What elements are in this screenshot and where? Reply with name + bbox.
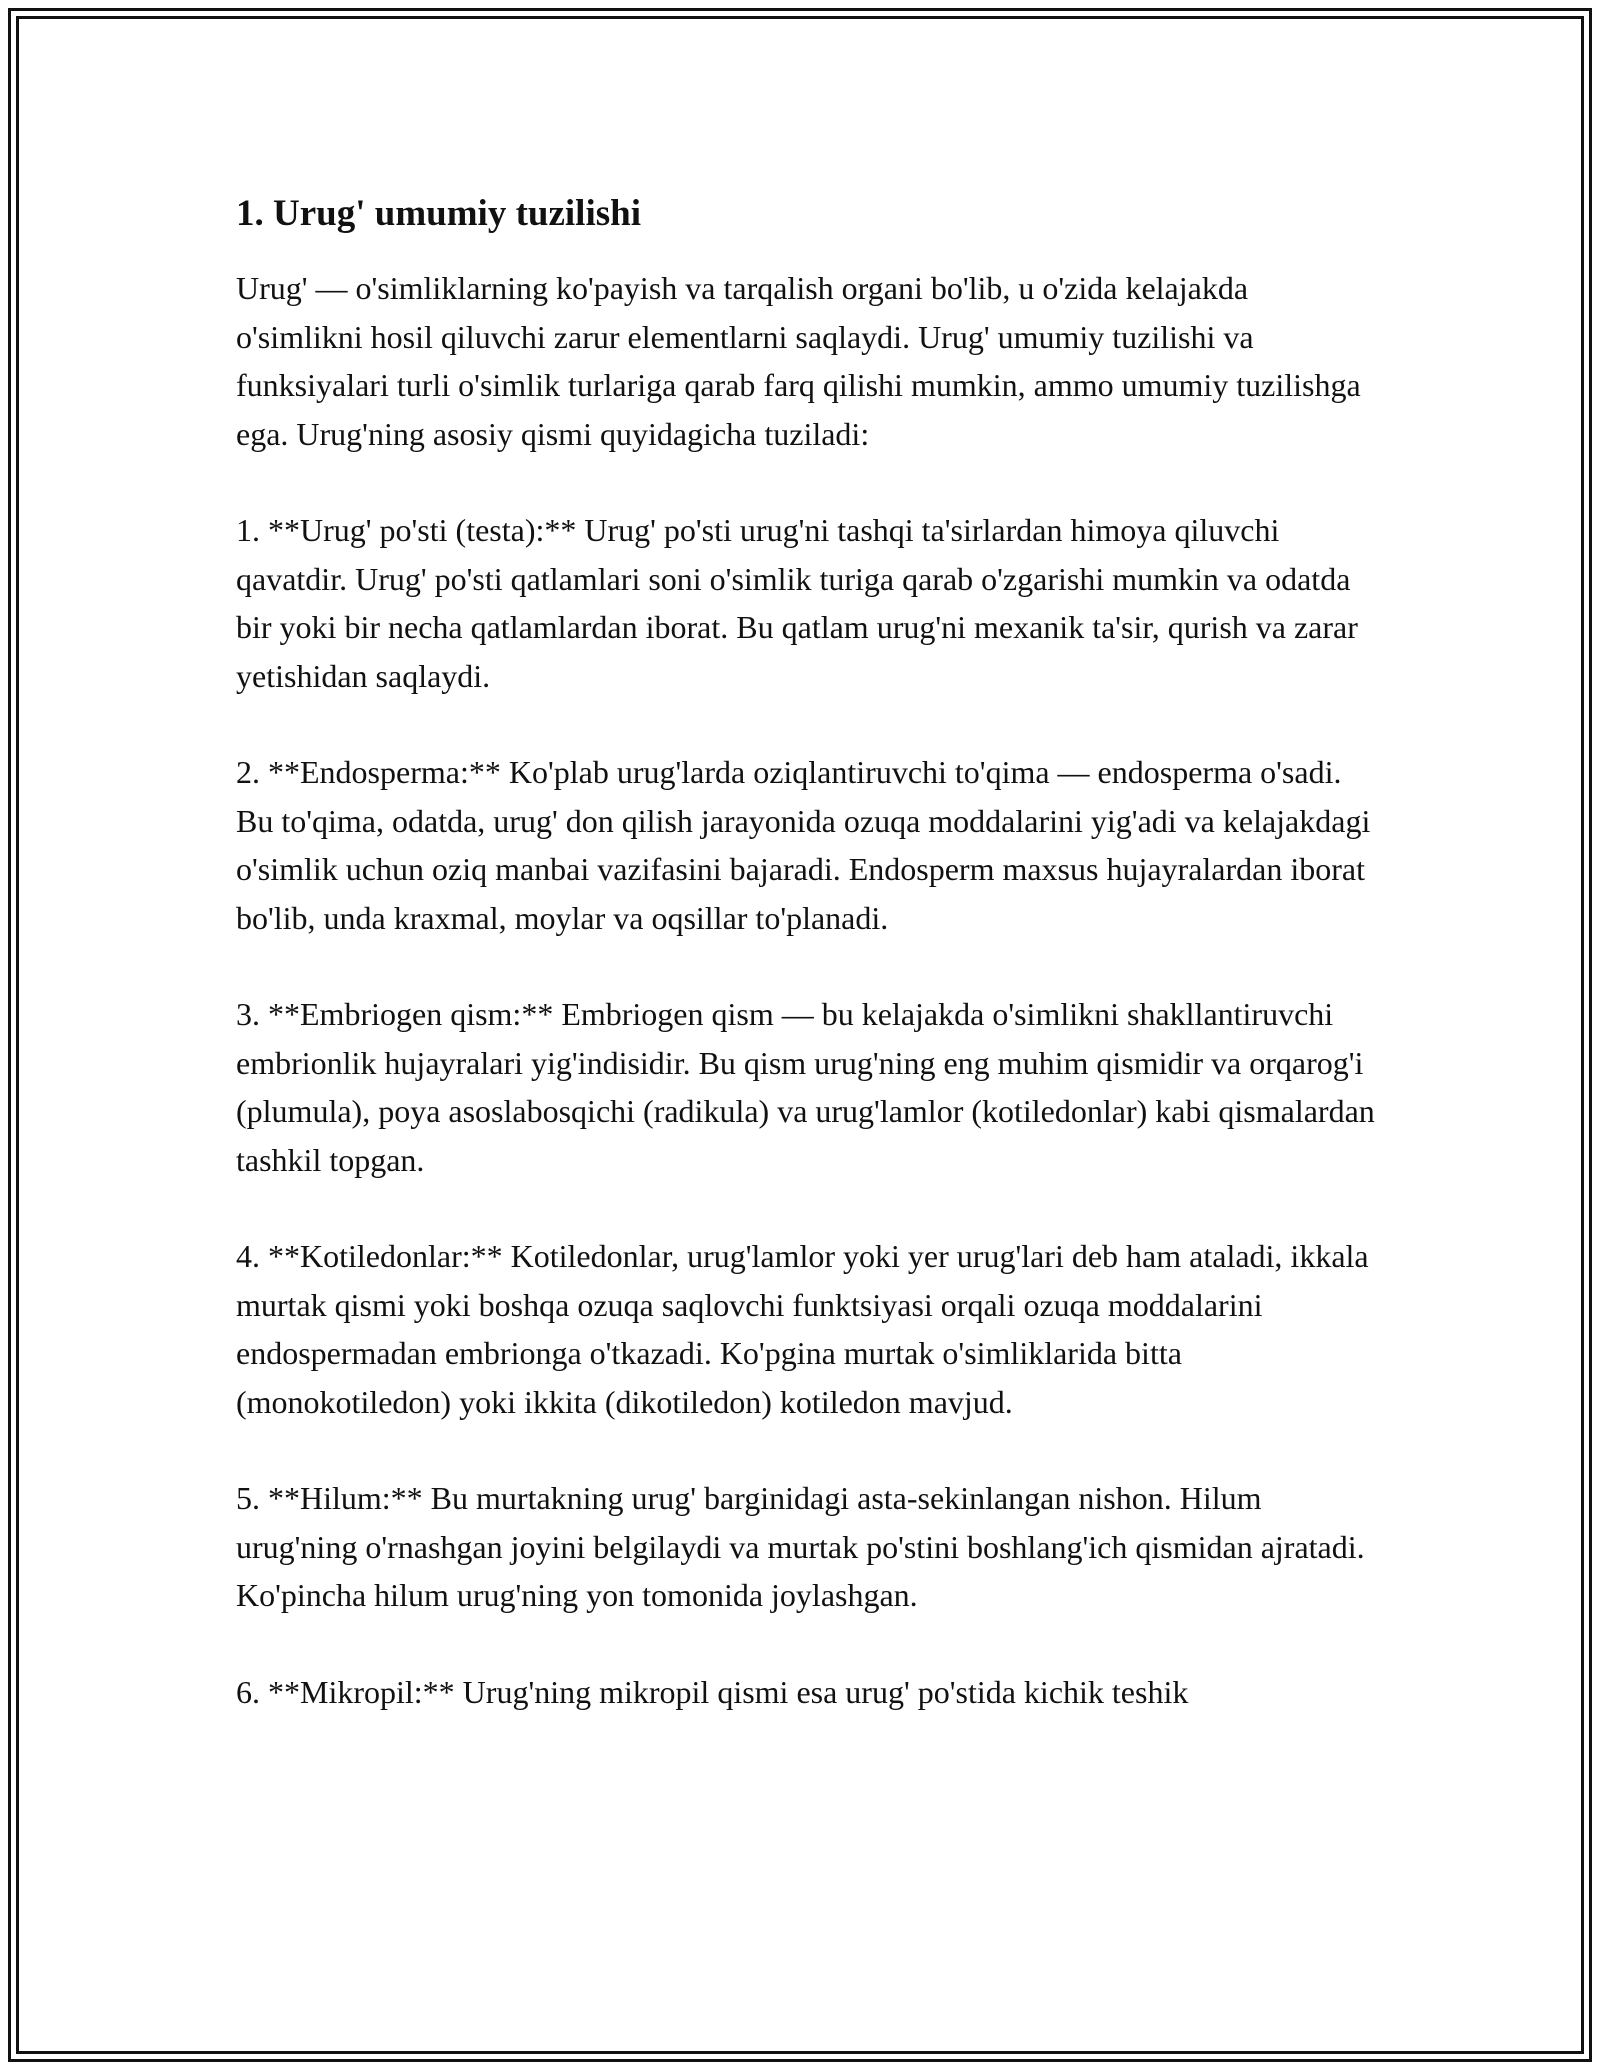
list-item-embryo: 3. **Embriogen qism:** Embriogen qism — bu kelajakda o'simlikni shakllantiruvchi embrionlik hujayralari yig'indisidir. Bu qism urug'ning eng muhim qismidir va orqarog'i (plumula), poya asoslabosqichi (radikula) va urug'lamlor (kotiledonlar) kabi qismalardan tashkil topgan. [236,996,1375,1178]
list-item-cotyledons: 4. **Kotiledonlar:** Kotiledonlar, urug'lamlor yoki yer urug'lari deb ham ataladi, ikkala murtak qismi yoki boshqa ozuqa saqlovchi funktsiyasi orqali ozuqa moddalarini endospermadan embrionga o'tkazadi. Ko'pgina murtak o'simliklarida bitta (monokotiledon) yoki ikkita (dikotiledon) kotiledon mavjud. [236,1238,1369,1420]
list-item-micropyle: 6. **Mikropil:** Urug'ning mikropil qismi esa urug' po'stida kichik teshik [236,1673,1189,1710]
list-item-seed-coat: 1. **Urug' po'sti (testa):** Urug' po'sti urug'ni tashqi ta'sirlardan himoya qiluvchi qavatdir. Urug' po'sti qatlamlari soni o'simlik turiga qarab o'zgarishi mumkin va odatda bir yoki bir necha qatlamlardan iborat. Bu qatlam urug'ni mexanik ta'sir, qurish va zarar yetishidan saqlaydi. [236,512,1358,694]
section-heading: 1. Urug' umumiy tuzilishi [236,193,641,234]
list-item-hilum: 5. **Hilum:** Bu murtakning urug' barginidagi asta-sekinlangan nishon. Hilum urug'ning o'rnashgan joyini belgilaydi va murtak po'stini boshlang'ich qismidan ajratadi. Ko'pincha hilum urug'ning yon tomonida joylashgan. [236,1480,1365,1613]
intro-paragraph: Urug' — o'simliklarning ko'payish va tarqalish organi bo'lib, u o'zida kelajakda o'simlikni hosil qiluvchi zarur elementlarni saqlaydi. Urug' umumiy tuzilishi va funksiyalari turli o'simlik turlariga qarab farq qilishi mumkin, ammo umumiy tuzilishga ega. Urug'ning asosiy qismi quyidagicha tuziladi: [236,270,1361,452]
list-item-endosperm: 2. **Endosperma:** Ko'plab urug'larda oziqlantiruvchi to'qima — endosperma o'sadi. Bu to'qima, odatda, urug' don qilish jarayonida ozuqa moddalarini yig'adi va kelajakdagi o'simlik uchun oziq manbai vazifasini bajaradi. Endosperm maxsus hujayralardan iborat bo'lib, unda kraxmal, moylar va oqsillar to'planadi. [236,754,1371,936]
document-body [236,188,1376,1764]
